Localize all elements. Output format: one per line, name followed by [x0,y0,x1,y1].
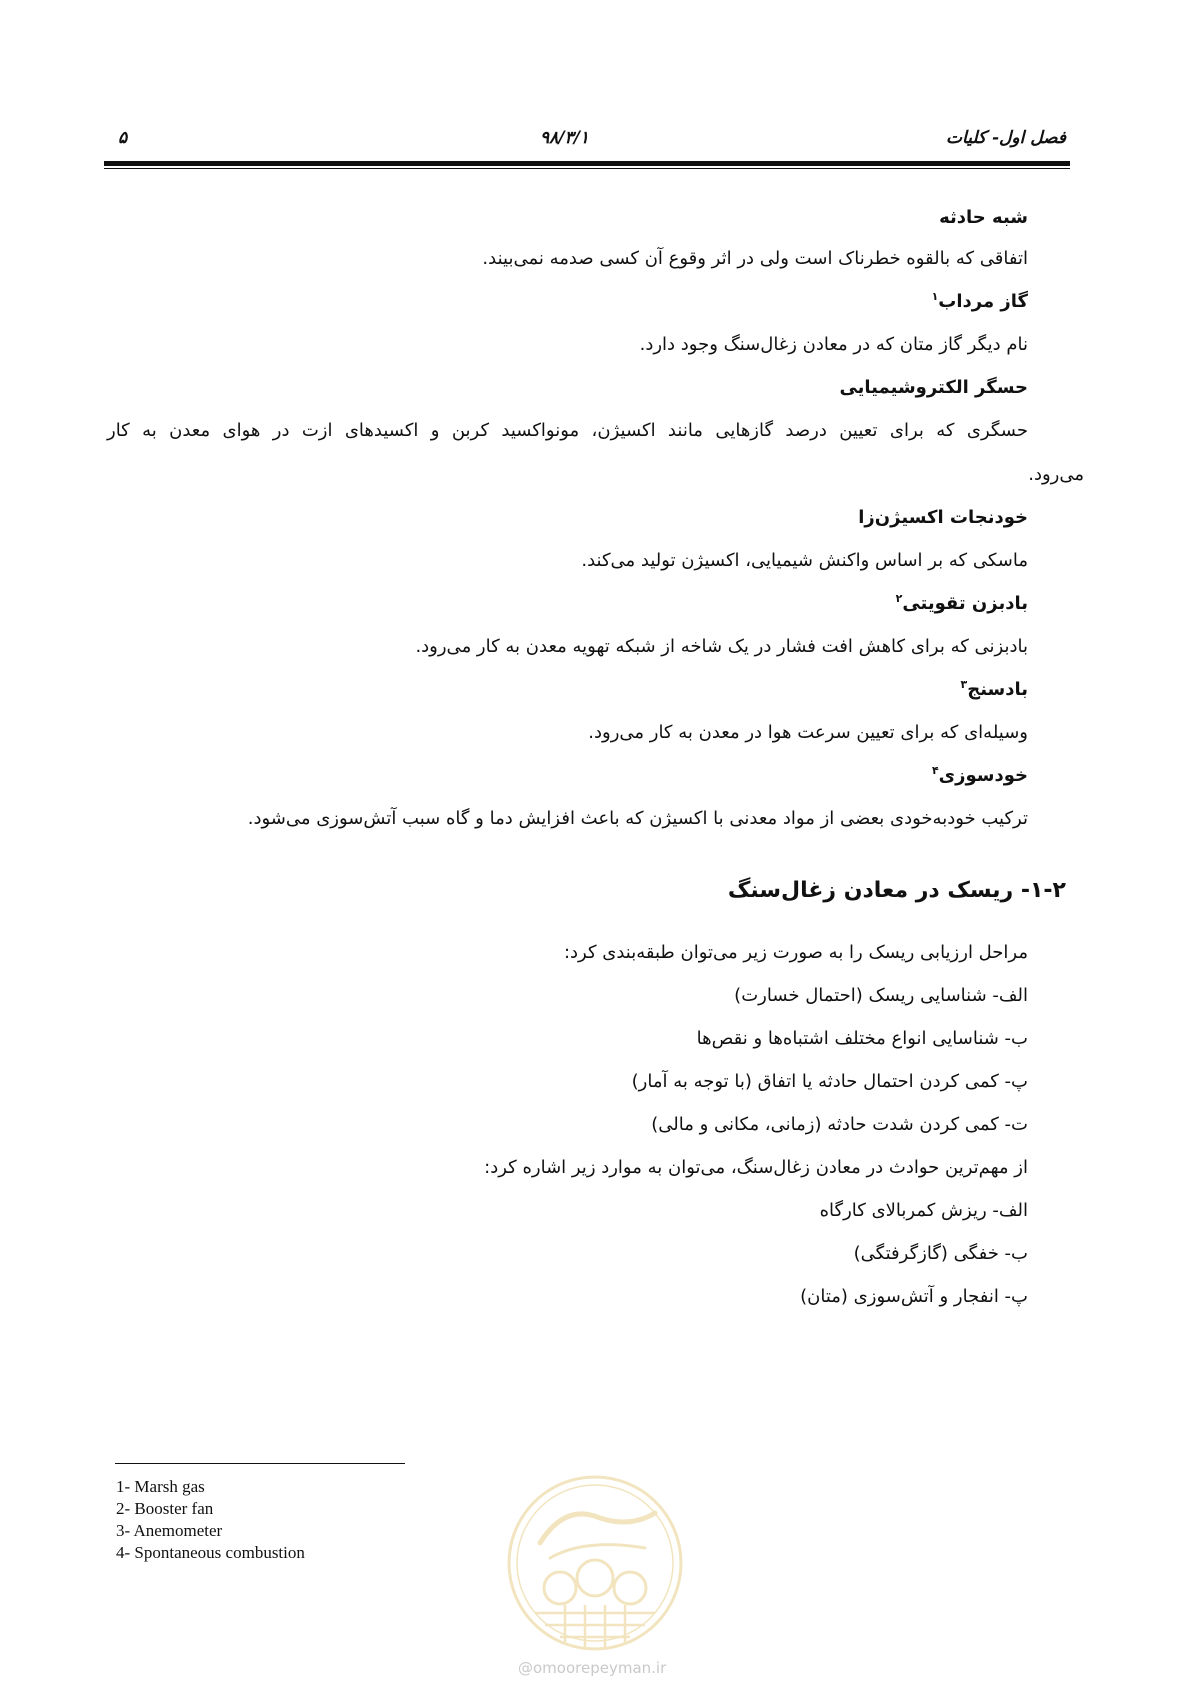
footnote: 3- Anemometer [116,1521,223,1540]
term-title: بادسنج$^۳$ [960,678,1028,700]
term-title: بادبزن تقویتی$^۲$ [895,592,1028,614]
watermark-seal-logo [505,1473,685,1653]
list-item: ب- خفگی (گازگرفتگی) [853,1243,1028,1264]
list-item: الف- ریزش کمربالای کارگاه [819,1200,1028,1221]
section-intro: مراحل ارزیابی ریسک را به صورت زیر می‌توان طبقه‌بندی کرد: [563,942,1028,963]
footnote: 1- Marsh gas [116,1477,205,1496]
term-title: حسگر الکتروشیمیایی [839,377,1028,398]
chapter-title: فصل اول- کلیات [946,128,1066,148]
list-item: پ- انفجار و آتش‌سوزی (متان) [800,1286,1028,1307]
footnote-ref: ۱ [931,290,939,303]
header-date: ۹۸/۳/۱ [540,128,589,148]
footnote: 2- Booster fan [116,1499,214,1518]
term-definition: نام دیگر گاز متان که در معادن زغال‌سنگ وجود دارد. [639,334,1028,355]
term-title: گاز مرداب$^۱$ [931,290,1028,312]
header-rule-thin [104,168,1070,169]
term-title: شبه حادثه [939,207,1028,228]
footnote: 4- Spontaneous combustion [116,1543,305,1562]
footnote-separator [115,1463,405,1464]
term-definition-continued: می‌رود. [1028,464,1084,485]
term-definition: حسگری که برای تعیین درصد گازهایی مانند اکسیژن، مونواکسید کربن و اکسیدهای ازت در هوای معدن به کار [107,420,1028,441]
list-item: ب- شناسایی انواع مختلف اشتباه‌ها و نقص‌ها [696,1028,1028,1049]
list-item: پ- کمی کردن احتمال حادثه یا اتفاق (با توجه به آمار) [631,1071,1028,1092]
footnote-ref: ۴ [931,764,939,777]
term-definition: بادبزنی که برای کاهش افت فشار در یک شاخه از شبکه تهویه معدن به کار می‌رود. [415,636,1028,657]
footnote-ref: ۲ [895,592,903,605]
watermark-url: @omoorepeyman.ir [518,1659,667,1677]
list-item: الف- شناسایی ریسک (احتمال خسارت) [734,985,1028,1006]
term-definition: وسیله‌ای که برای تعیین سرعت هوا در معدن به کار می‌رود. [588,722,1028,743]
section-heading: ۱-۲- ریسک در معادن زغال‌سنگ [727,878,1066,903]
header-rule-thick [104,161,1070,166]
page-number: ۵ [118,128,128,148]
list-item: ت- کمی کردن شدت حادثه (زمانی، مکانی و مالی) [651,1114,1028,1135]
hazards-intro: از مهم‌ترین حوادث در معادن زغال‌سنگ، می‌توان به موارد زیر اشاره کرد: [484,1157,1028,1178]
term-definition: ماسکی که بر اساس واکنش شیمیایی، اکسیژن تولید می‌کند. [581,550,1028,571]
footnote-ref: ۳ [960,678,968,691]
term-definition: ترکیب خودبه‌خودی بعضی از مواد معدنی با اکسیژن که باعث افزایش دما و گاه سبب آتش‌سوزی می‌شود. [247,808,1028,829]
term-title: خودنجات اکسیژن‌زا [858,507,1028,528]
term-definition: اتفاقی که بالقوه خطرناک است ولی در اثر وقوع آن کسی صدمه نمی‌بیند. [482,248,1028,269]
term-title: خودسوزی$^۴$ [931,764,1028,786]
